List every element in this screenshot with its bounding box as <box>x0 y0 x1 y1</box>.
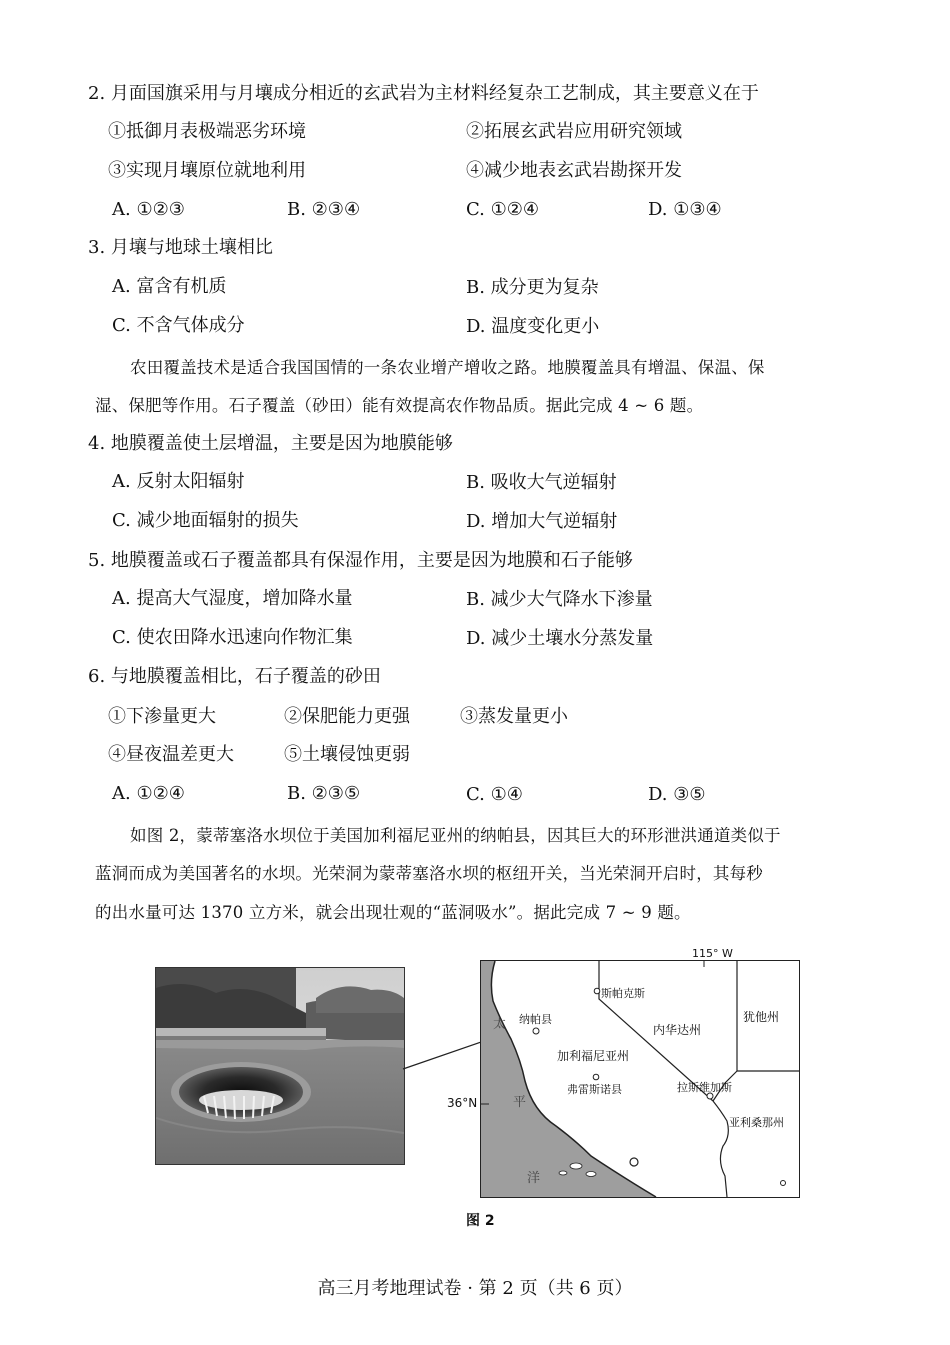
q4-option-b: B. 吸收大气逆辐射 <box>466 472 617 493</box>
figure-caption: 图 2 <box>466 1213 495 1229</box>
q3-option-b: B. 成分更为复杂 <box>466 277 599 298</box>
page-footer: 高三月考地理试卷 · 第 2 页（共 6 页） <box>317 1278 633 1299</box>
q4-option-c: C. 减少地面辐射的损失 <box>112 510 299 531</box>
q6-option-a: A. ①②④ <box>112 783 185 804</box>
label-sparks: 斯帕克斯 <box>601 987 645 1000</box>
intro2-line1: 如图 2，蒙蒂塞洛水坝位于美国加利福尼亚州的纳帕县，因其巨大的环形泄洪通道类似于 <box>130 826 781 845</box>
q6-statement-5: ⑤土壤侵蚀更弱 <box>284 744 410 765</box>
label-las-vegas: 拉斯维加斯 <box>677 1081 732 1094</box>
q2-option-b: B. ②③④ <box>287 199 361 220</box>
label-sea-yang: 洋 <box>527 1171 541 1186</box>
spillway-photo-drawing <box>156 968 404 1164</box>
q3-option-c: C. 不含气体成分 <box>112 315 245 336</box>
q3-stem: 3. 月壤与地球土壤相比 <box>88 237 273 258</box>
label-latitude: 36°N <box>447 1096 478 1110</box>
california-map <box>480 960 800 1198</box>
q5-stem: 5. 地膜覆盖或石子覆盖都具有保湿作用，主要是因为地膜和石子能够 <box>88 550 633 571</box>
q6-option-b: B. ②③⑤ <box>287 783 361 804</box>
q2-statement-3: ③实现月壤原位就地利用 <box>108 160 306 181</box>
intro2-line3: 的出水量可达 1370 立方米，就会出现壮观的“蓝洞吸水”。据此完成 7 ~ 9 题。 <box>95 903 691 922</box>
q5-option-a: A. 提高大气湿度，增加降水量 <box>112 588 353 609</box>
q2-statement-2: ②拓展玄武岩应用研究领域 <box>466 121 682 142</box>
q2-option-c: C. ①②④ <box>466 199 539 220</box>
q6-statement-2: ②保肥能力更强 <box>284 706 410 727</box>
q2-statement-1: ①抵御月表极端恶劣环境 <box>108 121 306 142</box>
q6-statement-1: ①下渗量更大 <box>108 706 216 727</box>
q6-option-c: C. ①④ <box>466 784 523 805</box>
label-nevada: 内华达州 <box>653 1023 702 1037</box>
label-utah: 犹他州 <box>743 1010 780 1024</box>
label-sea-tai: 太 <box>493 1017 507 1032</box>
q6-stem: 6. 与地膜覆盖相比，石子覆盖的砂田 <box>88 666 381 687</box>
intro1-line2: 湿、保肥等作用。石子覆盖（砂田）能有效提高农作物品质。据此完成 4 ~ 6 题。 <box>95 396 704 415</box>
q6-statement-3: ③蒸发量更小 <box>460 706 568 727</box>
q2-option-a: A. ①②③ <box>112 199 185 220</box>
label-arizona: 亚利桑那州 <box>729 1116 784 1129</box>
intro1-line1: 农田覆盖技术是适合我国国情的一条农业增产增收之路。地膜覆盖具有增温、保温、保 <box>130 358 765 377</box>
label-california: 加利福尼亚州 <box>557 1049 630 1063</box>
q2-option-d: D. ①③④ <box>648 199 722 220</box>
q3-option-a: A. 富含有机质 <box>112 276 227 297</box>
q2-stem: 2. 月面国旗采用与月壤成分相近的玄武岩为主材料经复杂工艺制成，其主要意义在于 <box>88 83 759 104</box>
label-fresno: 弗雷斯诺县 <box>567 1083 622 1096</box>
q5-option-d: D. 减少土壤水分蒸发量 <box>466 628 654 649</box>
q4-stem: 4. 地膜覆盖使土层增温，主要是因为地膜能够 <box>88 433 453 454</box>
q4-option-a: A. 反射太阳辐射 <box>112 471 245 492</box>
q5-option-c: C. 使农田降水迅速向作物汇集 <box>112 627 353 648</box>
intro2-line2: 蓝洞而成为美国著名的水坝。光荣洞为蒙蒂塞洛水坝的枢纽开关，当光荣洞开启时，其每秒 <box>95 864 763 883</box>
label-napa: 纳帕县 <box>519 1013 552 1026</box>
q3-option-d: D. 温度变化更小 <box>466 316 600 337</box>
q2-statement-4: ④减少地表玄武岩勘探开发 <box>466 160 682 181</box>
q4-option-d: D. 增加大气逆辐射 <box>466 511 618 532</box>
label-longitude: 115° W <box>692 947 733 960</box>
spillway-photo <box>155 967 405 1165</box>
label-sea-ping: 平 <box>513 1095 527 1110</box>
q6-option-d: D. ③⑤ <box>648 784 706 805</box>
q6-statement-4: ④昼夜温差更大 <box>108 744 234 765</box>
q5-option-b: B. 减少大气降水下渗量 <box>466 589 653 610</box>
